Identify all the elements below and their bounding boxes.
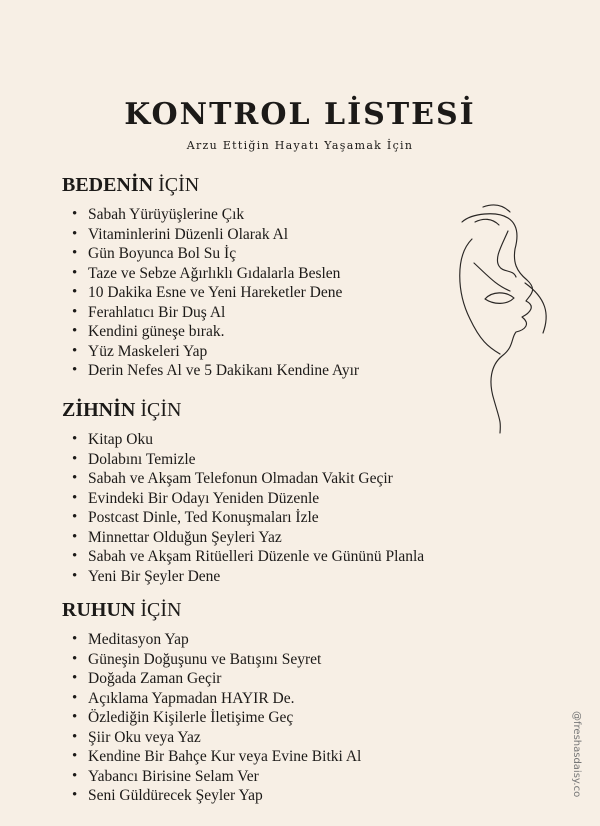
list-item: • Evindeki Bir Odayı Yeniden Düzenle (62, 489, 532, 509)
body-checklist-section (62, 173, 532, 381)
body-section-title-regular: İÇİN (158, 174, 200, 196)
mind-section-title-bold: ZİHNİN (62, 399, 136, 421)
list-item: • Güneşin Doğuşunu ve Batışını Seyret (62, 650, 532, 670)
list-item: • Meditasyon Yap (62, 630, 532, 650)
list-item: • 10 Dakika Esne ve Yeni Hareketler Dene (62, 283, 532, 303)
mind-section-title (62, 398, 532, 422)
list-item: • Minnettar Olduğun Şeyleri Yaz (62, 528, 532, 548)
soul-section-title-bold: RUHUN (62, 599, 136, 621)
list-item: • Sabah ve Akşam Ritüelleri Düzenle ve Gününü Planla (62, 547, 532, 567)
list-item: • Yüz Maskeleri Yap (62, 342, 532, 362)
list-item: • Yeni Bir Şeyler Dene (62, 567, 532, 587)
list-item: • Açıklama Yapmadan HAYIR De. (62, 689, 532, 709)
list-item: • Seni Güldürecek Şeyler Yap (62, 786, 532, 806)
document-subtitle: Arzu Ettiğin Hayatı Yaşamak İçin (186, 139, 414, 152)
list-item: • Taze ve Sebze Ağırlıklı Gıdalarla Beslen (62, 264, 532, 284)
list-item: • Gün Boyunca Bol Su İç (62, 244, 532, 264)
list-item: • Özlediğin Kişilerle İletişime Geç (62, 708, 532, 728)
mind-checklist (62, 430, 532, 586)
list-item: • Sabah ve Akşam Telefonun Olmadan Vakit Geçir (62, 469, 532, 489)
list-item: • Postcast Dinle, Ted Konuşmaları İzle (62, 508, 532, 528)
list-item: • Sabah Yürüyüşlerine Çık (62, 205, 532, 225)
list-item: • Yabancı Birisine Selam Ver (62, 767, 532, 787)
soul-section-title (62, 598, 532, 622)
list-item: • Kendine Bir Bahçe Kur veya Evine Bitki Al (62, 747, 532, 767)
mind-section-title-regular: İÇİN (140, 399, 182, 421)
document-title: KONTROL LİSTESİ (124, 97, 476, 132)
soul-checklist-section (62, 598, 532, 806)
list-item: • Derin Nefes Al ve 5 Dakikanı Kendine Ayır (62, 361, 532, 381)
soul-checklist (62, 630, 532, 806)
mind-checklist-section (62, 398, 532, 586)
body-section-title-bold: BEDENİN (62, 174, 154, 196)
list-item: • Kitap Oku (62, 430, 532, 450)
body-checklist (62, 205, 532, 381)
list-item: • Dolabını Temizle (62, 450, 532, 470)
soul-section-title-regular: İÇİN (140, 599, 182, 621)
watermark-handle: @freshasdaisy.co (571, 711, 582, 798)
list-item: • Şiir Oku veya Yaz (62, 728, 532, 748)
list-item: • Doğada Zaman Geçir (62, 669, 532, 689)
list-item: • Vitaminlerini Düzenli Olarak Al (62, 225, 532, 245)
list-item: • Ferahlatıcı Bir Duş Al (62, 303, 532, 323)
list-item: • Kendini güneşe bırak. (62, 322, 532, 342)
body-section-title (62, 173, 532, 197)
